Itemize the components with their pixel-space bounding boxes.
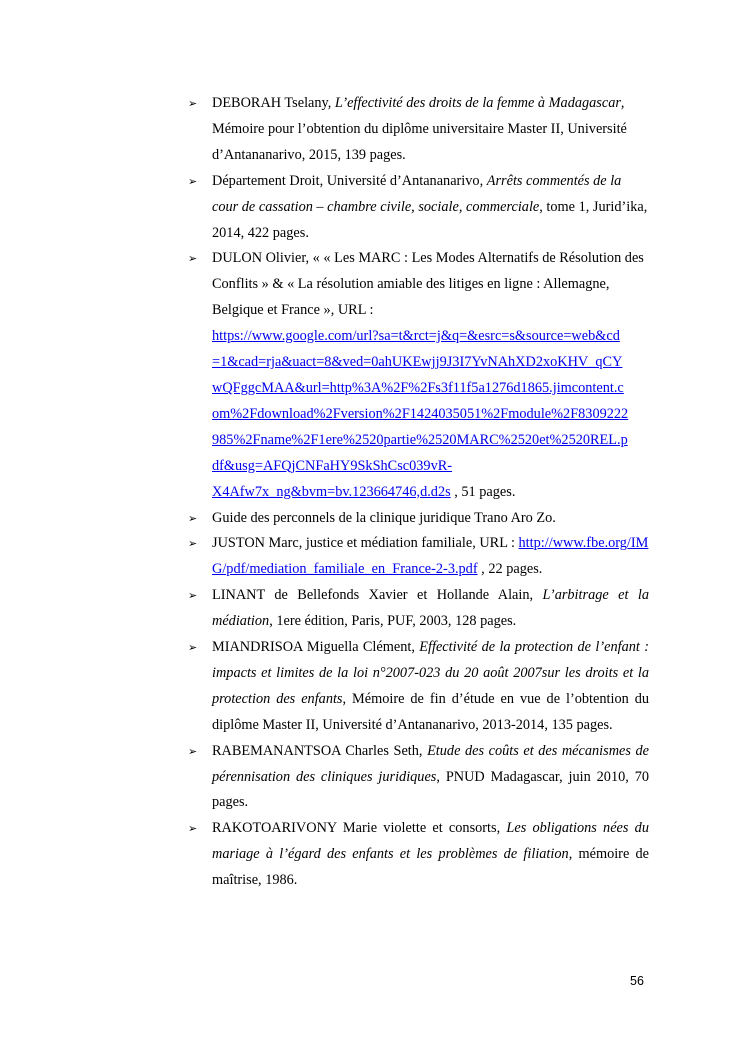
page-number: 56 xyxy=(630,974,644,988)
reference-author: RABEMANANTSOA Charles Seth, xyxy=(212,742,428,759)
arrow-bullet-icon: ➢ xyxy=(188,641,198,655)
reference-title: L’arbitrage et la médiation xyxy=(212,587,649,630)
url-line: https://www.google.com/url?sa=t&rct=j&q=&esrc=s&source=web&cd xyxy=(212,328,620,345)
reference-title: L’effectivité des droits de la femme à Madagascar xyxy=(334,95,621,111)
arrow-bullet-icon: ➢ xyxy=(188,511,198,525)
reference-details: , PNUD Madagascar, juin 2010, 70 pages. xyxy=(212,768,649,811)
reference-author: JUSTON Marc, justice et médiation familiale, URL : xyxy=(212,535,519,552)
reference-author: LINANT de Bellefonds Xavier et Hollande Alain, xyxy=(212,587,543,604)
arrow-bullet-icon: ➢ xyxy=(188,174,198,188)
bibliography-list xyxy=(188,91,649,894)
reference-item xyxy=(188,506,649,532)
reference-details: , 22 pages. xyxy=(477,561,543,578)
reference-author: Département Droit, Université d’Antananarivo, xyxy=(212,172,487,189)
url-line: X4Afw7x_ng&bvm=bv.123664746,d.d2s xyxy=(212,483,451,500)
reference-title: Etude des coûts et des mécanismes de pérennisation des cliniques juridiques xyxy=(212,742,650,785)
reference-item xyxy=(188,531,649,583)
reference-item xyxy=(188,816,649,894)
reference-item xyxy=(188,583,649,635)
url-line: 985%2Fname%2F1ere%2520partie%2520MARC%2520et%2520REL.p xyxy=(212,431,628,448)
url-line: =1&cad=rja&uact=8&ved=0ahUKEwjj9J3I7YvNAhXD2xoKHV_qCY xyxy=(212,354,623,371)
reference-author: MIANDRISOA Miguella Clément, xyxy=(212,639,420,656)
reference-url-link[interactable]: http://www.fbe.org/IMG/pdf/mediation_familiale_en_France-2-3.pdf xyxy=(212,535,649,578)
reference-details: , mémoire de maîtrise, 1986. xyxy=(212,846,650,889)
reference-details: , Mémoire de fin d’étude en vue de l’obtention du diplôme Master II, Université d’Antananarivo, 2013-2014, 135 pages. xyxy=(212,690,649,733)
url-line: om%2Fdownload%2Fversion%2F1424035051%2Fmodule%2F8309222 xyxy=(212,405,629,422)
reference-details: , 51 pages. xyxy=(450,483,516,500)
reference-item xyxy=(188,739,649,817)
reference-item xyxy=(188,91,649,169)
arrow-bullet-icon: ➢ xyxy=(188,252,198,266)
arrow-bullet-icon: ➢ xyxy=(188,589,198,603)
reference-details: , 1ere édition, Paris, PUF, 2003, 128 pages. xyxy=(269,613,517,630)
reference-details: , Mémoire pour l’obtention du diplôme universitaire Master II, Université d’Antananarivo, 2015, 139 pages. xyxy=(212,95,627,163)
reference-title: Les obligations nées du mariage à l’égard des enfants et les problèmes de filiation xyxy=(212,820,649,863)
reference-url-link[interactable] xyxy=(212,324,649,499)
arrow-bullet-icon: ➢ xyxy=(188,822,198,836)
reference-author: DEBORAH Tselany, xyxy=(212,95,335,111)
reference-author: RAKOTOARIVONY Marie violette et consorts, xyxy=(212,820,507,837)
arrow-bullet-icon: ➢ xyxy=(188,744,198,758)
reference-text: Guide des perconnels de la clinique juridique Trano Aro Zo. xyxy=(212,509,556,526)
reference-details: , tome 1, Jurid’ika, 2014, 422 pages. xyxy=(212,198,648,241)
url-line: df&usg=AFQjCNFaHY9SkShCsc039vR- xyxy=(212,457,453,474)
url-line: wQFggcMAA&url=http%3A%2F%2Fs3f11f5a1276d1865.jimcontent.c xyxy=(212,379,624,396)
arrow-bullet-icon: ➢ xyxy=(188,537,198,551)
reference-title: Arrêts commentés de la cour de cassation – chambre civile, sociale, commerciale xyxy=(212,172,622,215)
reference-item xyxy=(188,169,649,247)
reference-item xyxy=(188,246,649,505)
reference-item xyxy=(188,635,649,739)
reference-author: DULON Olivier, « « Les MARC : Les Modes Alternatifs de Résolution des Conflits » & « La résolution amiable des litiges en ligne : Allemagne, Belgique et France », URL : xyxy=(212,250,644,319)
reference-title: Effectivité de la protection de l’enfant : impacts et limites de la loi n°2007-023 du 20 août 2007sur les droits et la protection des enfants xyxy=(212,639,649,707)
arrow-bullet-icon: ➢ xyxy=(188,97,198,110)
